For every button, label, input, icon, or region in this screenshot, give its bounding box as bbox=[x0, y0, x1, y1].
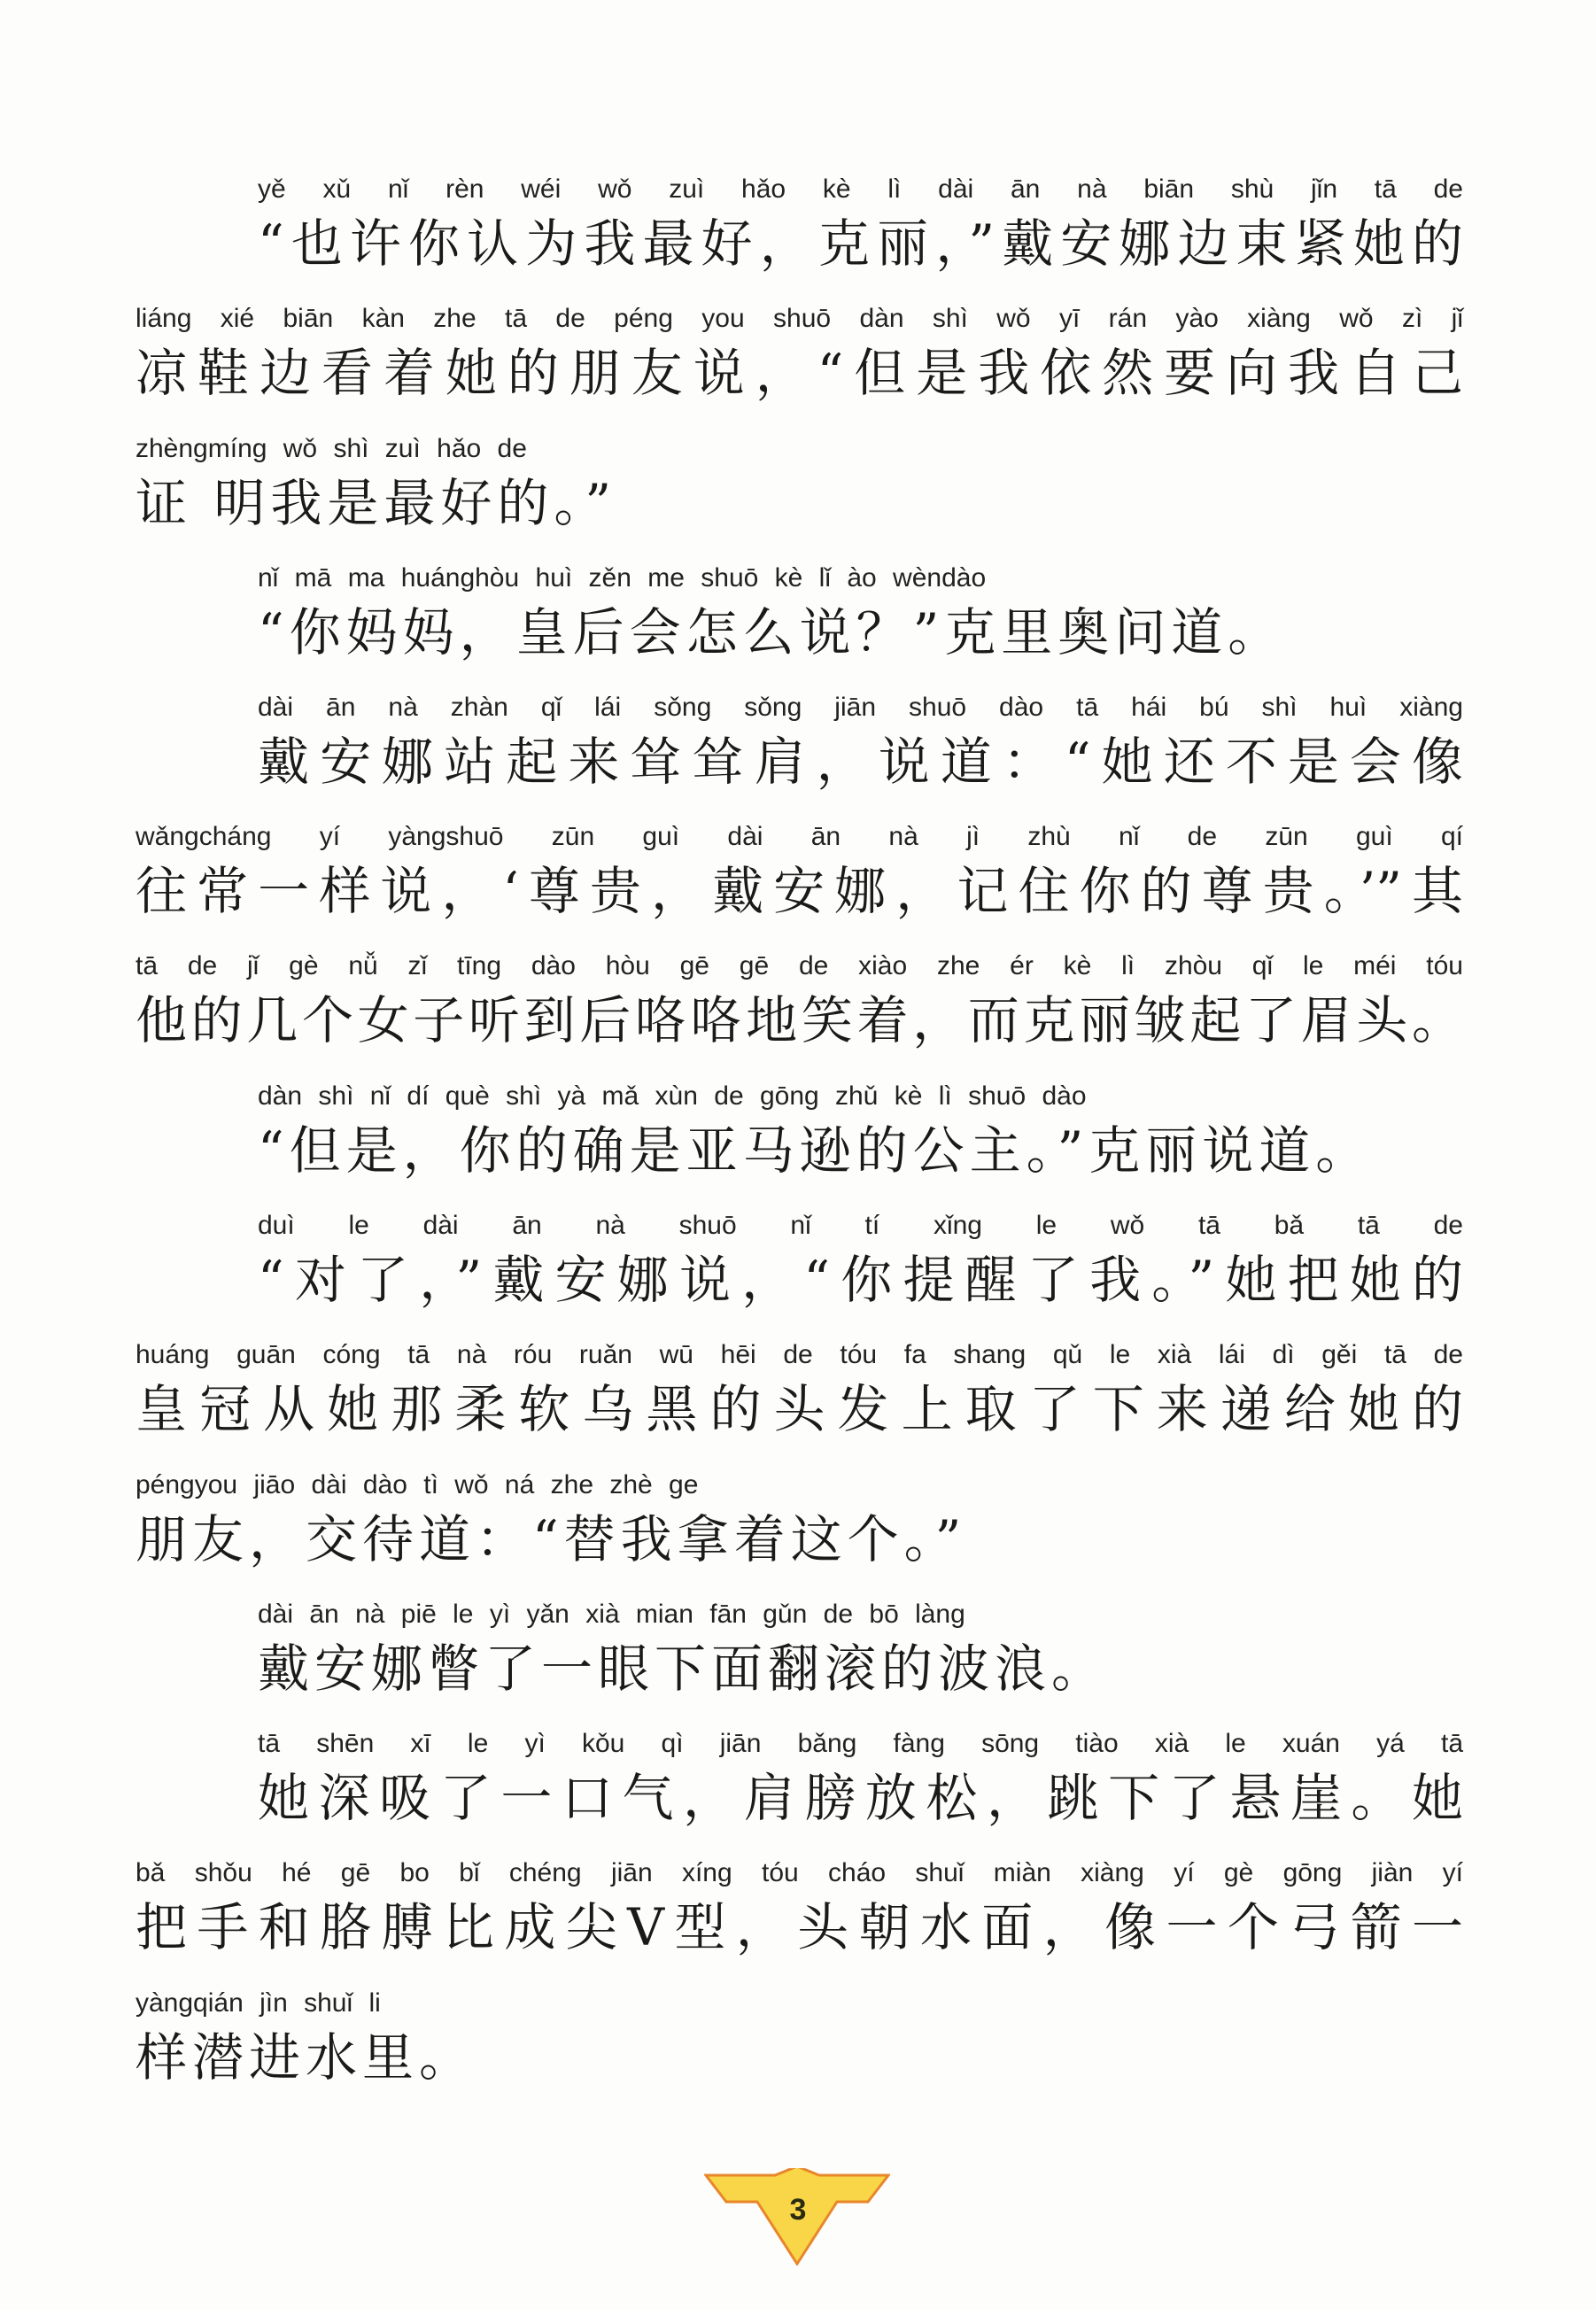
hanzi: “你妈妈，皇后会怎么说？”克里奥问道。 bbox=[258, 602, 1285, 662]
text-line bbox=[136, 1339, 1463, 1440]
pinyin: liáng xié biān kàn zhe tā de péng you shuō dàn shì wǒ yī rán yào xiàng wǒ zì jǐ bbox=[136, 304, 1463, 333]
hanzi: 戴安娜站起来耸耸肩，说道：“她还不是会像 bbox=[258, 732, 1463, 792]
pinyin: bǎ shǒu hé gē bo bǐ chéng jiān xíng tóu cháo shuǐ miàn xiàng yí gè gōng jiàn yí bbox=[136, 1858, 1463, 1887]
pinyin: duì le dài ān nà shuō nǐ tí xǐng le wǒ tā bǎ tā de bbox=[258, 1211, 1463, 1240]
pinyin: zhèngmíng wǒ shì zuì hǎo de bbox=[136, 434, 527, 463]
hanzi: 往常一样说，‘尊贵，戴安娜，记住你的尊贵。’”其 bbox=[136, 861, 1463, 921]
text-line bbox=[258, 1210, 1463, 1311]
text-line bbox=[136, 1469, 1463, 1570]
hanzi: “对了，”戴安娜说，“你提醒了我。”她把她的 bbox=[258, 1250, 1463, 1310]
pinyin: yě xǔ nǐ rèn wéi wǒ zuì hǎo kè lì dài ān nà biān shù jǐn tā de bbox=[258, 174, 1463, 204]
text-line bbox=[258, 1599, 1463, 1700]
text-line bbox=[258, 1728, 1463, 1829]
page-number: 3 bbox=[789, 2193, 807, 2227]
text-line bbox=[136, 1987, 1463, 2088]
text-line bbox=[258, 174, 1463, 275]
pinyin: huáng guān cóng tā nà róu ruǎn wū hēi de tóu fa shang qǔ le xià lái dì gěi tā de bbox=[136, 1340, 1463, 1369]
pinyin: yàngqián jìn shuǐ li bbox=[136, 1988, 381, 2018]
hanzi: “但是，你的确是亚马逊的公主。”克丽说道。 bbox=[258, 1120, 1373, 1181]
text-line bbox=[136, 950, 1463, 1051]
text-line bbox=[136, 303, 1463, 404]
hanzi: 证 明我是最好的。” bbox=[136, 473, 617, 533]
hanzi: 样潜进水里。 bbox=[136, 2027, 476, 2088]
pinyin: dài ān nà piē le yì yǎn xià mian fān gǔn de bō làng bbox=[258, 1600, 965, 1629]
hanzi: 戴安娜瞥了一眼下面翻滚的波浪。 bbox=[258, 1639, 1109, 1699]
pinyin: dài ān nà zhàn qǐ lái sǒng sǒng jiān shuō dào tā hái bú shì huì xiàng bbox=[258, 693, 1463, 722]
hanzi: 凉鞋边看着她的朋友说，“但是我依然要向我自己 bbox=[136, 343, 1463, 403]
text-line bbox=[136, 821, 1463, 922]
text-line bbox=[258, 562, 1463, 663]
text-line bbox=[136, 433, 1463, 534]
pinyin: wǎngcháng yí yàngshuō zūn guì dài ān nà jì zhù nǐ de zūn guì qí bbox=[136, 822, 1463, 851]
text-line bbox=[136, 1857, 1463, 1958]
text-line bbox=[258, 692, 1463, 793]
hanzi: 朋友，交待道：“替我拿着这个。” bbox=[136, 1509, 967, 1569]
pinyin: nǐ mā ma huánghòu huì zěn me shuō kè lǐ ào wèndào bbox=[258, 563, 987, 593]
pinyin: tā shēn xī le yì kǒu qì jiān bǎng fàng sōng tiào xià le xuán yá tā bbox=[258, 1729, 1463, 1758]
pinyin: tā de jǐ gè nǚ zǐ tīng dào hòu gē gē de xiào zhe ér kè lì zhòu qǐ le méi tóu bbox=[136, 951, 1463, 980]
text-line bbox=[258, 1081, 1463, 1182]
hanzi: 把手和胳膊比成尖V型，头朝水面，像一个弓箭一 bbox=[136, 1897, 1463, 1957]
hanzi: 皇冠从她那柔软乌黑的头发上取了下来递给她的 bbox=[136, 1379, 1463, 1439]
pinyin: péngyou jiāo dài dào tì wǒ ná zhe zhè ge bbox=[136, 1470, 699, 1499]
hanzi: “也许你认为我最好，克丽，”戴安娜边束紧她的 bbox=[258, 213, 1463, 274]
pinyin: dàn shì nǐ dí què shì yà mǎ xùn de gōng zhǔ kè lì shuō dào bbox=[258, 1081, 1087, 1111]
hanzi: 她深吸了一口气，肩膀放松，跳下了悬崖。她 bbox=[258, 1768, 1463, 1828]
hanzi: 他的几个女子听到后咯咯地笑着，而克丽皱起了眉头。 bbox=[136, 990, 1463, 1050]
